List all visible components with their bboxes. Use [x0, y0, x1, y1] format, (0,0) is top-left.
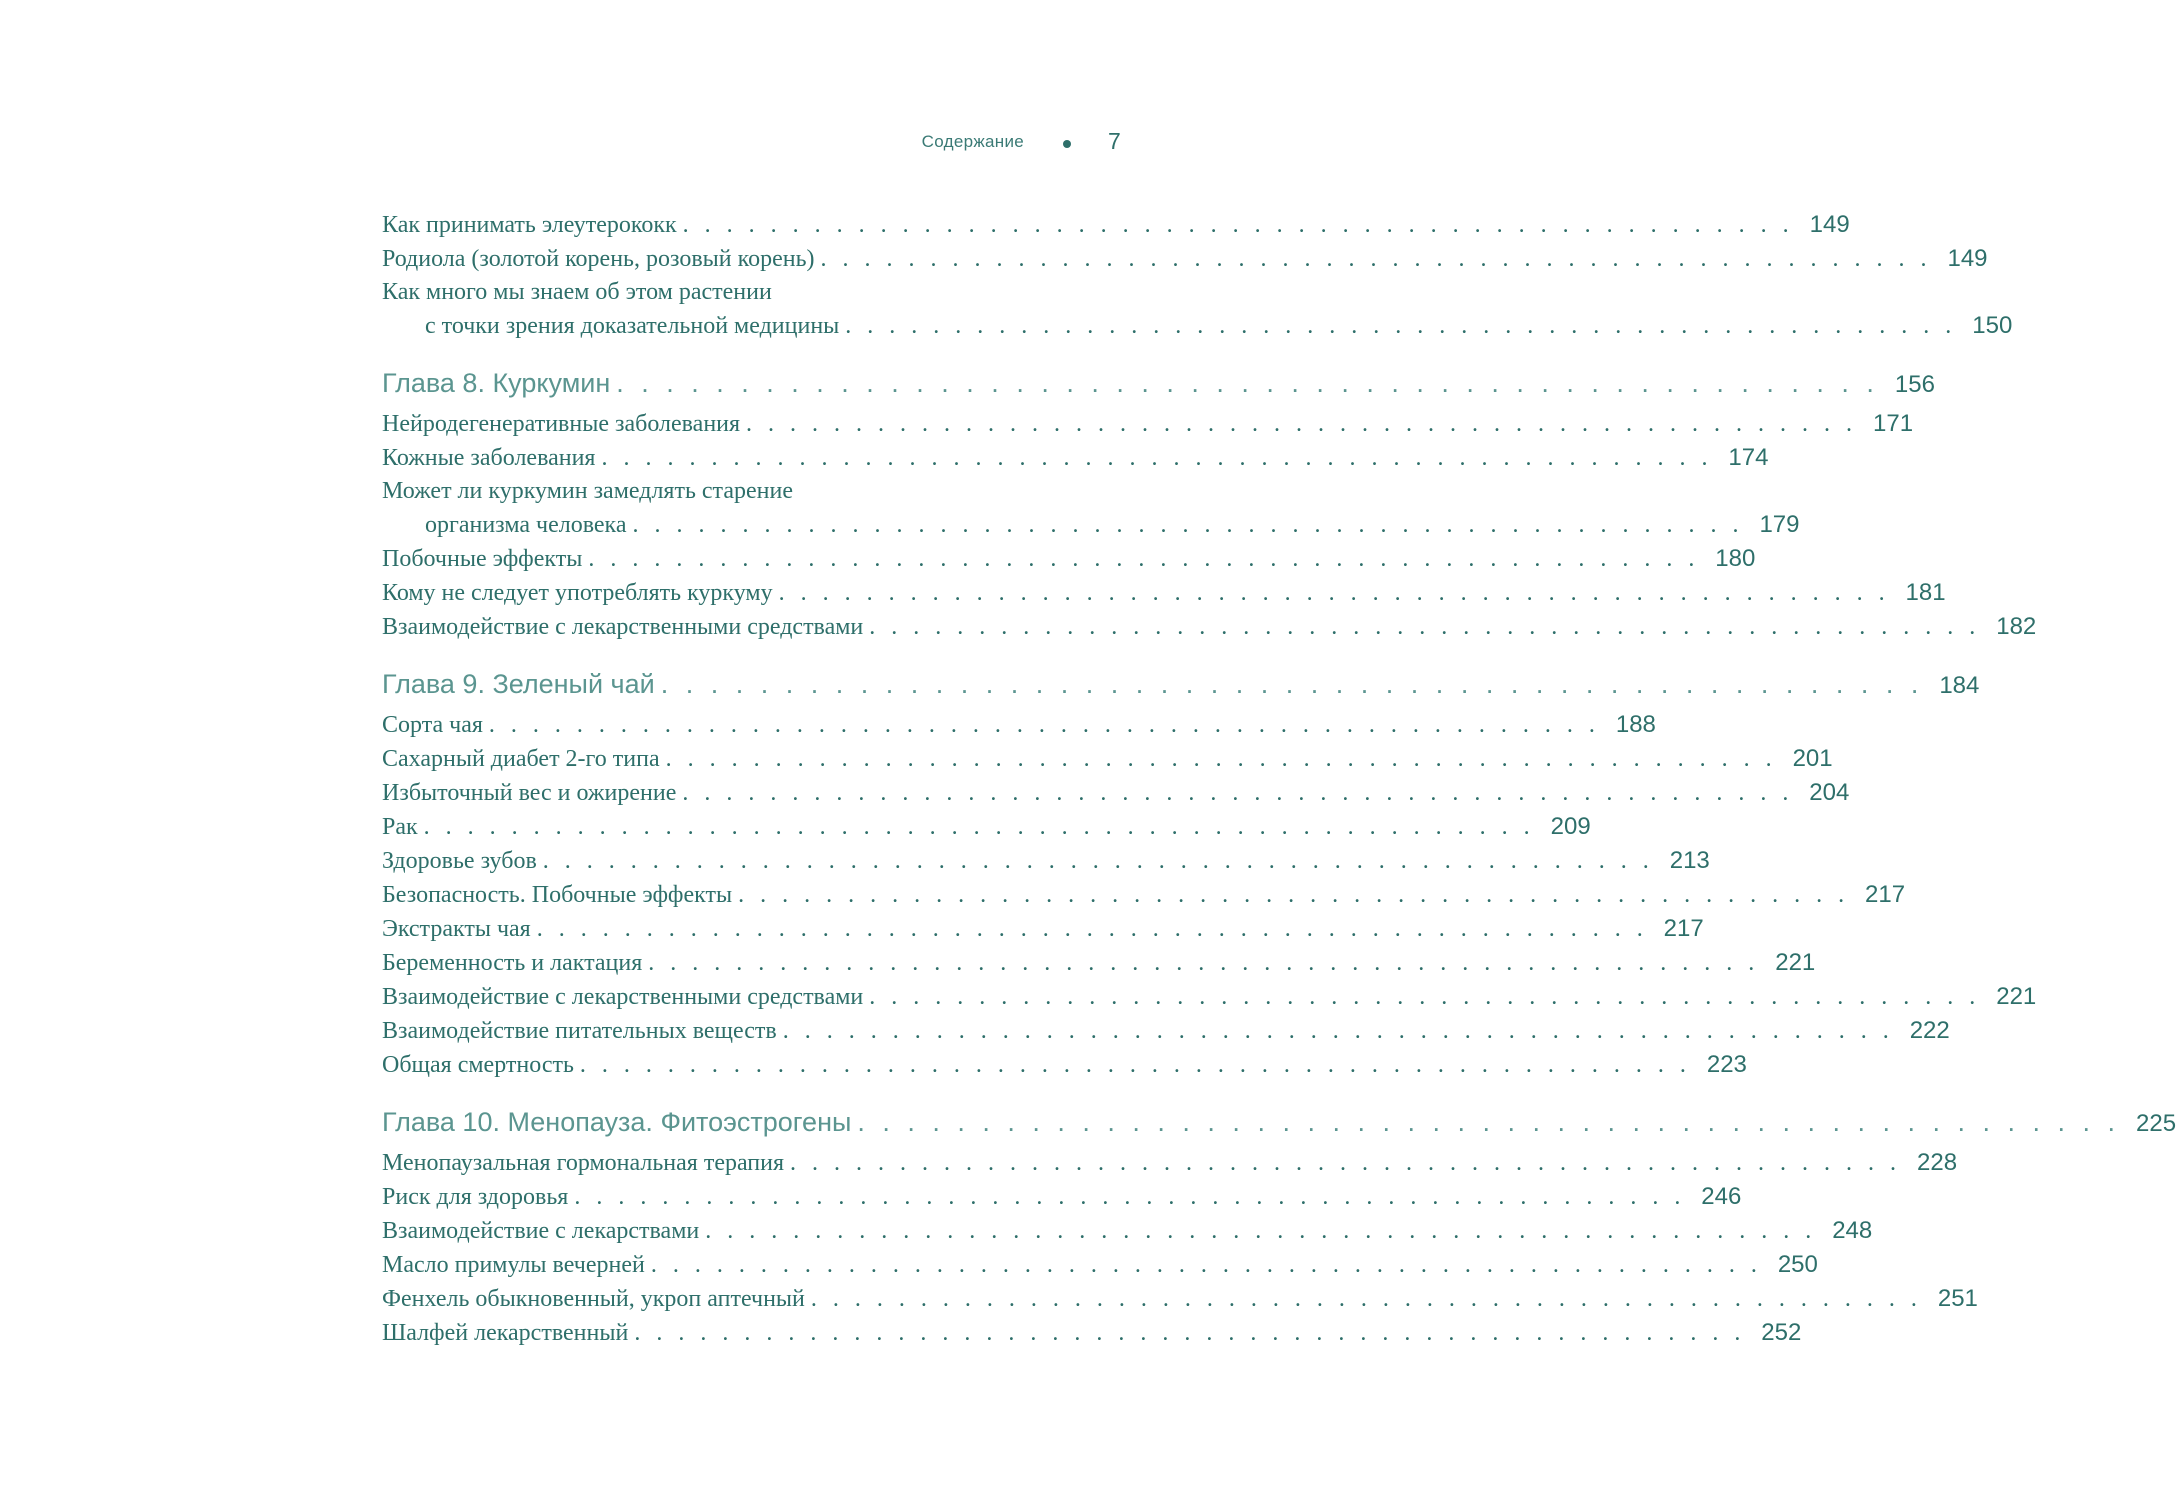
chapter-title: Глава 8. Куркумин	[382, 368, 611, 398]
chapter-page: 184	[1939, 672, 1980, 699]
toc-entry[interactable]	[382, 441, 1769, 475]
toc-entry-title: Как много мы знаем об этом растении	[382, 279, 772, 305]
toc-entry[interactable]	[382, 1048, 1747, 1082]
toc-entry-title: Как принимать элеутерококк	[382, 212, 677, 238]
toc-entry-title: Избыточный вес и ожирение	[382, 780, 677, 806]
toc-entry-title: Взаимодействие питательных веществ	[382, 1018, 777, 1044]
toc-entry-page: 221	[1775, 949, 1816, 976]
toc-entry-title: Рак	[382, 814, 418, 840]
dot-leader: . . . . . . . . . . . . . . . . . . . . . . . . . . . . . . . . . . . . . . . . . . . . . . . . . . .	[601, 445, 1713, 471]
toc-entry-page: 201	[1792, 745, 1833, 772]
toc-entry[interactable]	[382, 1282, 1978, 1316]
toc-entry[interactable]	[382, 742, 1833, 776]
dot-leader: . . . . . . . . . . . . . . . . . . . . . . . . . . . . . . . . . . . . . . . . . . . . . . . . . . .	[810, 1286, 1922, 1312]
toc-entry[interactable]	[382, 708, 1656, 742]
toc-entry-title: Риск для здоровья	[382, 1184, 569, 1210]
toc-entry-page: 223	[1706, 1051, 1747, 1078]
toc-entry-page: 150	[1972, 312, 2013, 339]
chapter-page: 156	[1894, 371, 1935, 398]
toc-entry-page: 204	[1809, 779, 1850, 806]
dot-leader: . . . . . . . . . . . . . . . . . . . . . . . . . . . . . . . . . . . . . . . . . . . . . . . . . . .	[648, 950, 1760, 976]
toc-entry-page: 250	[1777, 1251, 1818, 1278]
toc-entry[interactable]	[382, 1214, 1873, 1248]
toc-entry-page: 248	[1832, 1217, 1873, 1244]
chapter-9-entries	[382, 708, 2037, 1082]
toc-entry-page: 246	[1701, 1183, 1742, 1210]
toc-entry-page: 182	[1996, 613, 2037, 640]
dot-leader: . . . . . . . . . . . . . . . . . . . . . . . . . . . . . . . . . . . . . . . . . . . . . . . . . . .	[542, 848, 1654, 874]
chapter-10-entries	[382, 1146, 1978, 1350]
dot-leader: . . . . . . . . . . . . . . . . . . . . . . . . . . . . . . . . . . . . . . . . . . . . . . . . . . .	[488, 712, 1600, 738]
running-header-title: Содержание	[921, 132, 1024, 151]
toc-entry-page: 217	[1663, 915, 1704, 942]
toc-entry-page: 213	[1669, 847, 1710, 874]
toc-entry-title: Может ли куркумин замедлять старение	[382, 478, 793, 504]
dot-leader: . . . . . . . . . . . . . . . . . . . . . . . . . . . . . . . . . . . . . . . . . . . . . . . . . . .	[857, 1107, 2121, 1137]
toc-entry-title: Кому не следует употреблять куркуму	[382, 580, 773, 606]
dot-leader: . . . . . . . . . . . . . . . . . . . . . . . . . . . . . . . . . . . . . . . . . . . . . . . . . . .	[869, 984, 1981, 1010]
toc-entry-title: Взаимодействие с лекарственными средствами	[382, 614, 864, 640]
page-number: 7	[1108, 128, 1121, 154]
dot-leader: . . . . . . . . . . . . . . . . . . . . . . . . . . . . . . . . . . . . . . . . . . . . . . . . . . .	[536, 916, 1648, 942]
toc-entry-page: 149	[1809, 211, 1850, 238]
toc-entry[interactable]	[382, 576, 1946, 610]
dot-leader: . . . . . . . . . . . . . . . . . . . . . . . . . . . . . . . . . . . . . . . . . . . . . . . . . . .	[869, 614, 1981, 640]
toc-entry[interactable]	[382, 1248, 1818, 1282]
toc-entry-title-continued: с точки зрения доказательной медицины	[425, 313, 840, 339]
toc-entry-title: Сорта чая	[382, 712, 483, 738]
toc-entry-title: Менопаузальная гормональная терапия	[382, 1150, 785, 1176]
dot-leader: . . . . . . . . . . . . . . . . . . . . . . . . . . . . . . . . . . . . . . . . . . . . . . . . . . .	[782, 1018, 1894, 1044]
toc-entry-title-continued: организма человека	[425, 512, 627, 538]
bullet-separator-icon	[1063, 140, 1071, 148]
dot-leader: . . . . . . . . . . . . . . . . . . . . . . . . . . . . . . . . . . . . . . . . . . . . . . . . . . .	[665, 746, 1777, 772]
toc-entry[interactable]	[382, 242, 1988, 276]
dot-leader: . . . . . . . . . . . . . . . . . . . . . . . . . . . . . . . . . . . . . . . . . . . . . . . . . . .	[778, 580, 1890, 606]
dot-leader: . . . . . . . . . . . . . . . . . . . . . . . . . . . . . . . . . . . . . . . . . . . . . . . . . . .	[579, 1052, 1691, 1078]
dot-leader: . . . . . . . . . . . . . . . . . . . . . . . . . . . . . . . . . . . . . . . . . . . . . . . . . . .	[632, 512, 1744, 538]
toc-entry[interactable]	[382, 276, 2013, 343]
toc-entry-title: Общая смертность	[382, 1052, 574, 1078]
toc-entry-page: 222	[1909, 1017, 1950, 1044]
toc-entry-page: 171	[1873, 410, 1914, 437]
dot-leader: . . . . . . . . . . . . . . . . . . . . . . . . . . . . . . . . . . . . . . . . . . . . . . . . . . .	[574, 1184, 1686, 1210]
dot-leader: . . . . . . . . . . . . . . . . . . . . . . . . . . . . . . . . . . . . . . . . . . . . . . . . . . .	[660, 669, 1924, 699]
toc-entry-title: Взаимодействие с лекарственными средствами	[382, 984, 864, 1010]
toc-entry-title: Кожные заболевания	[382, 445, 596, 471]
toc-entry-title: Беременность и лактация	[382, 950, 643, 976]
toc-chapter-heading[interactable]	[382, 1102, 2176, 1144]
dot-leader: . . . . . . . . . . . . . . . . . . . . . . . . . . . . . . . . . . . . . . . . . . . . . . . . . . .	[588, 546, 1700, 572]
toc-entry-page: 149	[1947, 245, 1988, 272]
toc-entry-title: Родиола (золотой корень, розовый корень)	[382, 246, 815, 272]
dot-leader: . . . . . . . . . . . . . . . . . . . . . . . . . . . . . . . . . . . . . . . . . . . . . . . . . . .	[682, 780, 1794, 806]
toc-entry[interactable]	[382, 912, 1704, 946]
toc-entry[interactable]	[382, 980, 2037, 1014]
toc-entry-page: 251	[1937, 1285, 1978, 1312]
toc-entry-page: 188	[1615, 711, 1656, 738]
toc-entry-title: Фенхель обыкновенный, укроп аптечный	[382, 1286, 805, 1312]
toc-entry[interactable]	[382, 878, 1906, 912]
toc-entry[interactable]	[382, 776, 1850, 810]
toc-entry[interactable]	[382, 208, 1850, 242]
dot-leader: . . . . . . . . . . . . . . . . . . . . . . . . . . . . . . . . . . . . . . . . . . . . . . . . . . .	[650, 1252, 1762, 1278]
dot-leader: . . . . . . . . . . . . . . . . . . . . . . . . . . . . . . . . . . . . . . . . . . . . . . . . . . .	[746, 411, 1858, 437]
toc-entry-title: Шалфей лекарственный	[382, 1320, 629, 1346]
toc-entry-page: 221	[1996, 983, 2037, 1010]
dot-leader: . . . . . . . . . . . . . . . . . . . . . . . . . . . . . . . . . . . . . . . . . . . . . . . . . . .	[738, 882, 1850, 908]
toc-entry[interactable]	[382, 1316, 1802, 1350]
toc-entry[interactable]	[382, 1014, 1950, 1048]
chapter-page: 225	[2136, 1110, 2176, 1137]
table-of-contents	[382, 208, 2176, 1350]
toc-entry[interactable]	[382, 946, 1816, 980]
running-header	[0, 128, 1500, 160]
dot-leader: . . . . . . . . . . . . . . . . . . . . . . . . . . . . . . . . . . . . . . . . . . . . . . . . . . .	[820, 246, 1932, 272]
toc-entry-page: 209	[1550, 813, 1591, 840]
dot-leader: . . . . . . . . . . . . . . . . . . . . . . . . . . . . . . . . . . . . . . . . . . . . . . . . . . .	[616, 368, 1879, 398]
toc-entry-page: 180	[1715, 545, 1756, 572]
toc-chapter-heading[interactable]	[382, 363, 1935, 405]
toc-entry-title: Здоровье зубов	[382, 848, 537, 874]
toc-entry-title: Сахарный диабет 2-го типа	[382, 746, 660, 772]
toc-entry-page: 181	[1905, 579, 1946, 606]
toc-entry-page: 217	[1865, 881, 1906, 908]
toc-entry[interactable]	[382, 1146, 1958, 1180]
chapter-title: Глава 10. Менопауза. Фитоэстрогены	[382, 1107, 852, 1137]
dot-leader: . . . . . . . . . . . . . . . . . . . . . . . . . . . . . . . . . . . . . . . . . . . . . . . . . . .	[790, 1150, 1902, 1176]
toc-entry[interactable]	[382, 810, 1591, 844]
toc-entry[interactable]	[382, 542, 1756, 576]
toc-entry-title: Масло примулы вечерней	[382, 1252, 645, 1278]
dot-leader: . . . . . . . . . . . . . . . . . . . . . . . . . . . . . . . . . . . . . . . . . . . . . . . . . . .	[845, 313, 1957, 339]
toc-entry-title: Взаимодействие с лекарствами	[382, 1218, 700, 1244]
dot-leader: . . . . . . . . . . . . . . . . . . . . . . . . . . . . . . . . . . . . . . . . . . . . . . . . . . .	[682, 212, 1794, 238]
toc-entry-page: 252	[1761, 1319, 1802, 1346]
toc-entry[interactable]	[382, 610, 2037, 644]
toc-entry-page: 174	[1728, 444, 1769, 471]
toc-entry[interactable]	[382, 475, 1800, 542]
toc-entry-page: 179	[1759, 511, 1800, 538]
toc-entry-page: 228	[1917, 1149, 1958, 1176]
chapter-title: Глава 9. Зеленый чай	[382, 669, 655, 699]
toc-entry-title: Безопасность. Побочные эффекты	[382, 882, 733, 908]
toc-entry[interactable]	[382, 844, 1710, 878]
dot-leader: . . . . . . . . . . . . . . . . . . . . . . . . . . . . . . . . . . . . . . . . . . . . . . . . . . .	[423, 814, 1535, 840]
dot-leader: . . . . . . . . . . . . . . . . . . . . . . . . . . . . . . . . . . . . . . . . . . . . . . . . . . .	[634, 1320, 1746, 1346]
toc-entry-title: Побочные эффекты	[382, 546, 583, 572]
dot-leader: . . . . . . . . . . . . . . . . . . . . . . . . . . . . . . . . . . . . . . . . . . . . . . . . . . .	[705, 1218, 1817, 1244]
toc-chapter-heading[interactable]	[382, 664, 1980, 706]
toc-entry[interactable]	[382, 407, 1914, 441]
toc-entry[interactable]	[382, 1180, 1742, 1214]
toc-entry-title: Нейродегенеративные заболевания	[382, 411, 741, 437]
toc-entry-title: Экстракты чая	[382, 916, 531, 942]
